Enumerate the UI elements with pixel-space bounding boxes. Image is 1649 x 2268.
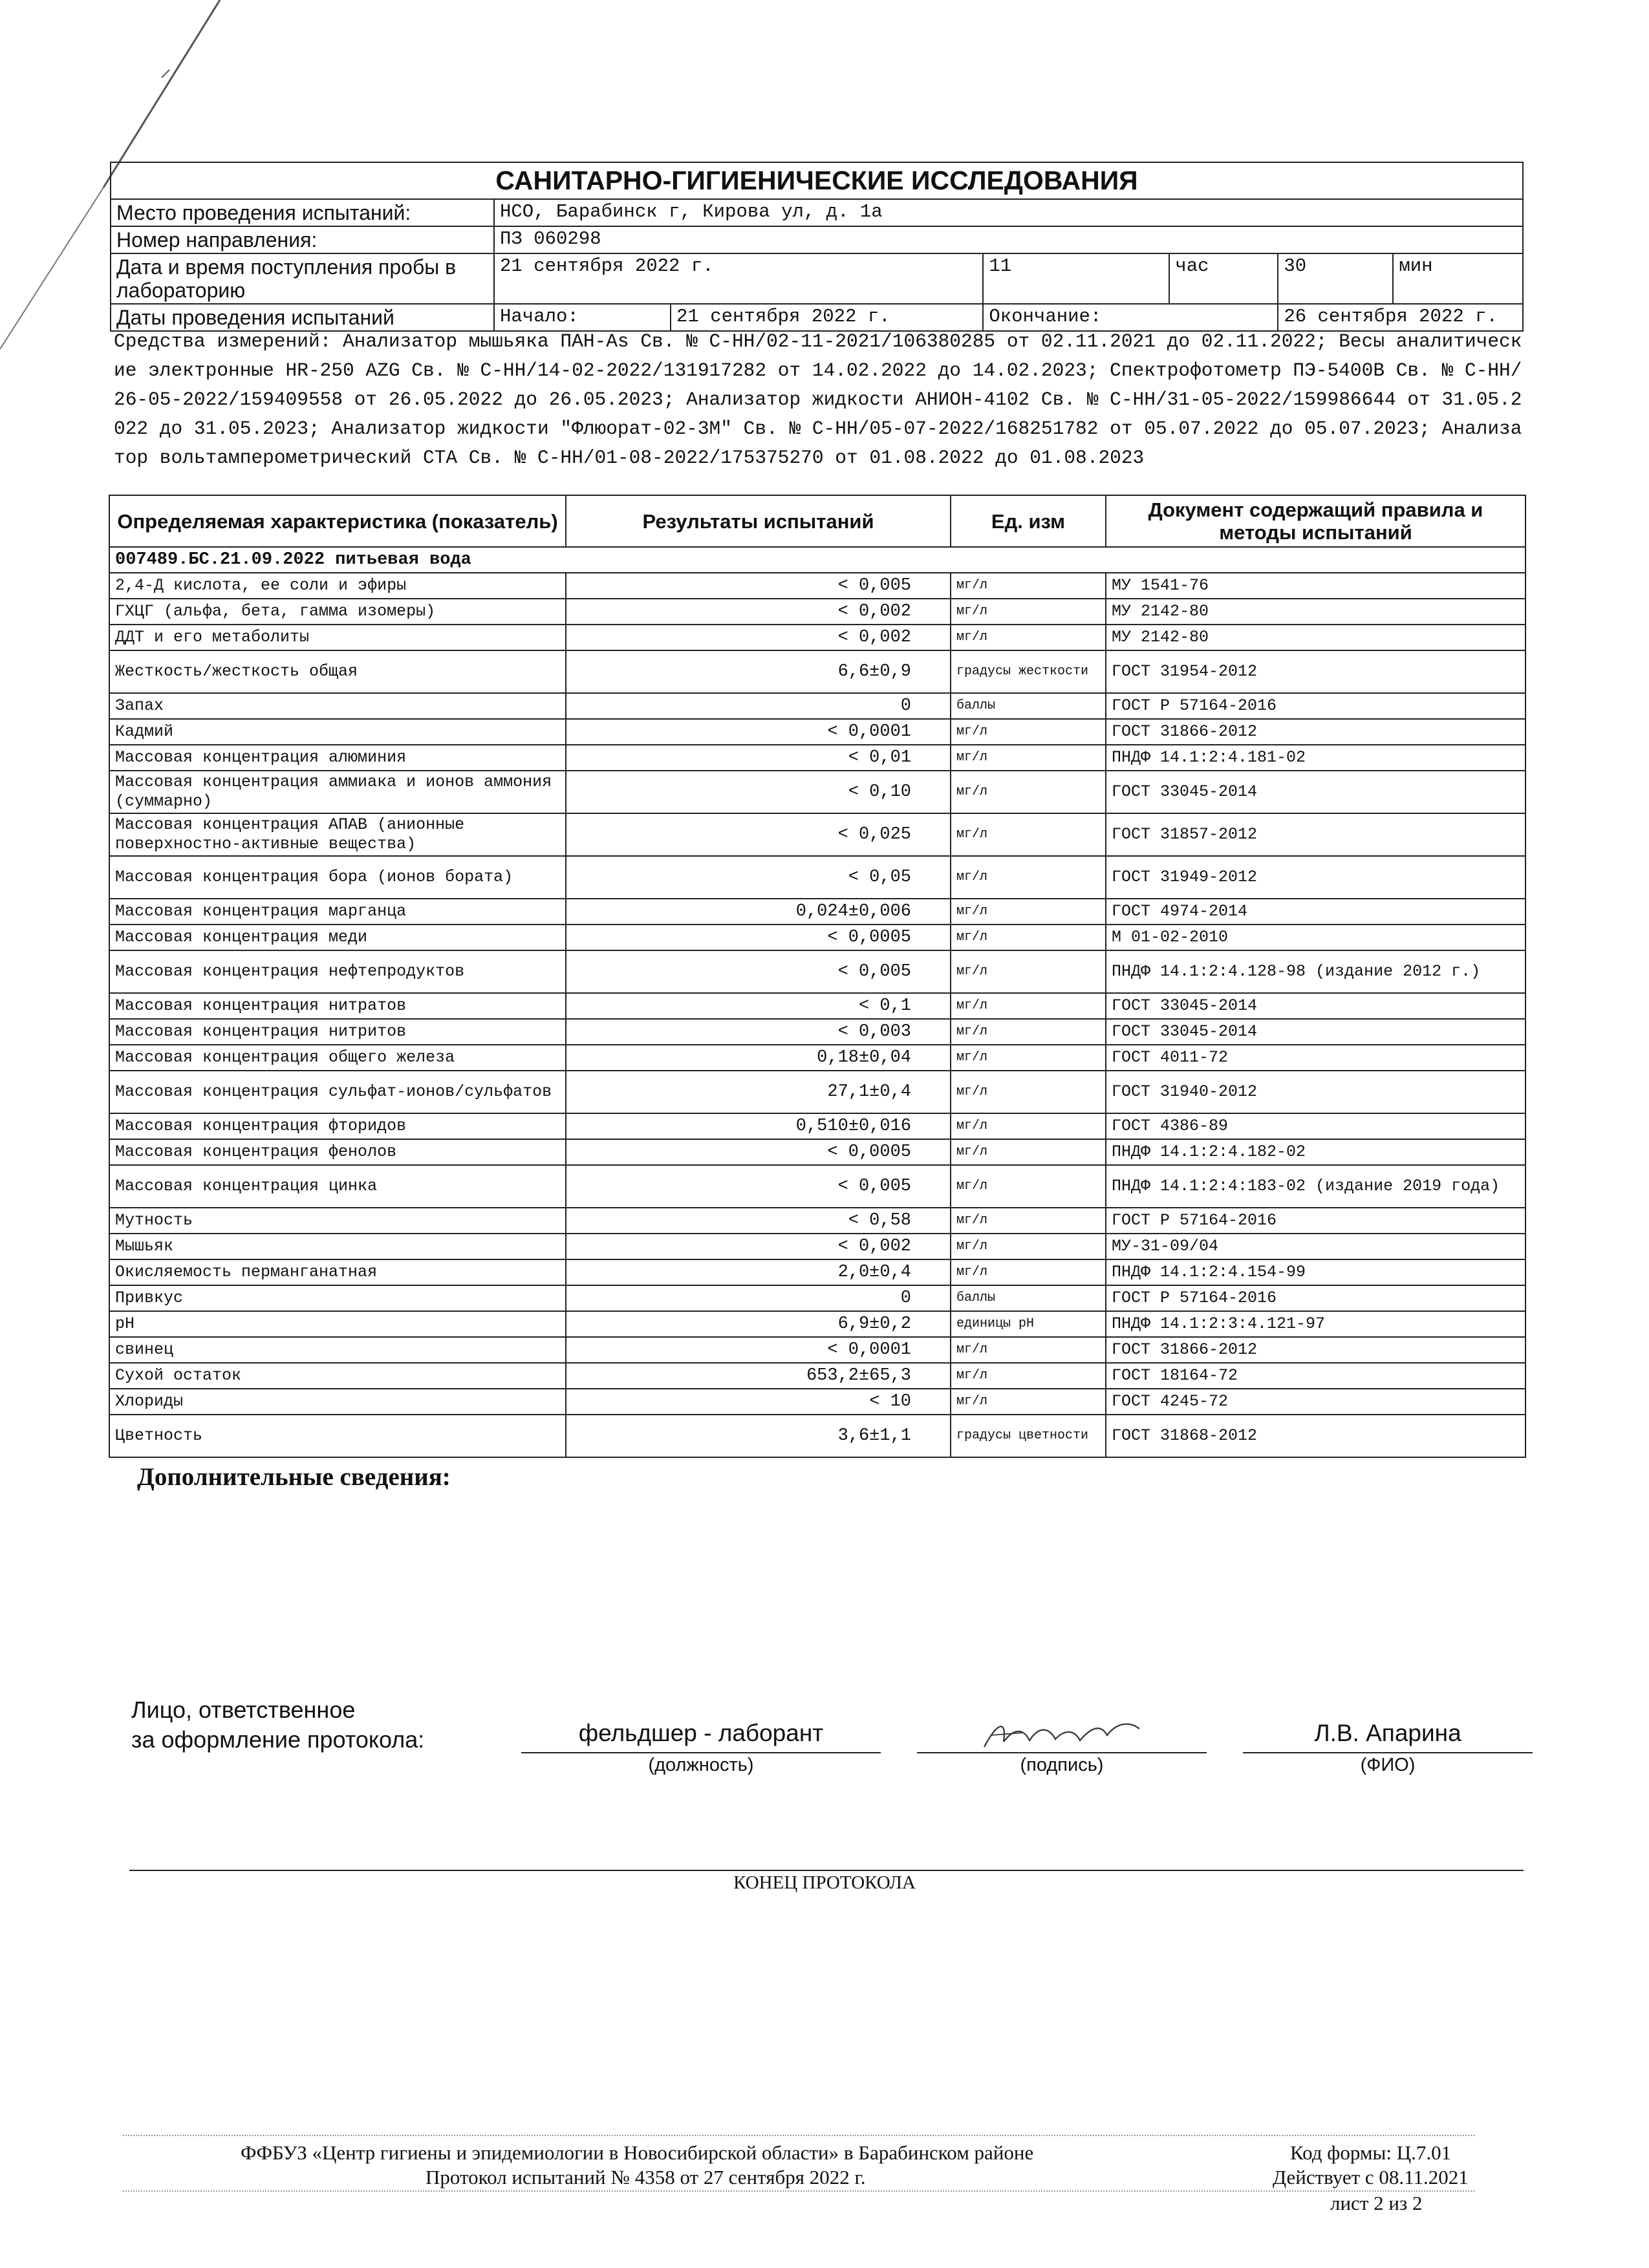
unit-cell: мг/л bbox=[951, 1363, 1106, 1389]
table-row bbox=[109, 1415, 1525, 1457]
minute-unit: мин bbox=[1399, 255, 1433, 277]
method-cell: ПНДФ 14.1:2:4.154-99 bbox=[1106, 1259, 1525, 1285]
parameter-cell: свинец bbox=[109, 1337, 566, 1363]
result-cell: < 0,1 bbox=[566, 993, 951, 1019]
method-cell: ГОСТ 31857-2012 bbox=[1106, 813, 1525, 856]
parameter-cell: Массовая концентрация цинка bbox=[109, 1165, 566, 1208]
unit-cell: мг/л bbox=[951, 1389, 1106, 1415]
method-cell: ГОСТ Р 57164-2016 bbox=[1106, 1285, 1525, 1311]
method-cell: ГОСТ 31949-2012 bbox=[1106, 856, 1525, 899]
result-cell: 3,6±1,1 bbox=[566, 1415, 951, 1457]
column-header-method: Документ содержащий правила и методы испытаний bbox=[1106, 495, 1525, 547]
parameter-cell: ДДТ и его метаболиты bbox=[109, 625, 566, 650]
unit-cell: мг/л bbox=[951, 719, 1106, 745]
parameter-cell: Массовая концентрация меди bbox=[109, 925, 566, 950]
parameter-cell: Цветность bbox=[109, 1415, 566, 1457]
parameter-cell: 2,4-Д кислота, ее соли и эфиры bbox=[109, 573, 566, 599]
parameter-cell: Хлориды bbox=[109, 1389, 566, 1415]
parameter-cell: Массовая концентрация бора (ионов бората) bbox=[109, 856, 566, 899]
unit-cell: градусы жесткости bbox=[951, 650, 1106, 693]
table-row bbox=[109, 1113, 1525, 1139]
result-cell: 653,2±65,3 bbox=[566, 1363, 951, 1389]
name-field: Л.В. Апарина bbox=[1243, 1720, 1533, 1753]
footer-sheet: лист 2 из 2 bbox=[1330, 2192, 1423, 2214]
unit-cell: мг/л bbox=[951, 599, 1106, 625]
unit-cell: мг/л bbox=[951, 813, 1106, 856]
result-cell: 6,6±0,9 bbox=[566, 650, 951, 693]
unit-cell: мг/л bbox=[951, 745, 1106, 771]
parameter-cell: Массовая концентрация нитритов bbox=[109, 1019, 566, 1045]
table-row bbox=[109, 1234, 1525, 1259]
result-cell: < 0,005 bbox=[566, 1165, 951, 1208]
method-cell: ПНДФ 14.1:2:4.128-98 (издание 2012 г.) bbox=[1106, 950, 1525, 993]
method-cell: ГОСТ 18164-72 bbox=[1106, 1363, 1525, 1389]
parameter-cell: Кадмий bbox=[109, 719, 566, 745]
result-cell: < 0,005 bbox=[566, 950, 951, 993]
handwritten-signature bbox=[978, 1716, 1146, 1755]
parameter-cell: Запах bbox=[109, 693, 566, 719]
parameter-cell: Окисляемость перманганатная bbox=[109, 1259, 566, 1285]
result-cell: < 10 bbox=[566, 1389, 951, 1415]
table-row bbox=[109, 693, 1525, 719]
table-row bbox=[109, 1363, 1525, 1389]
result-cell: < 0,002 bbox=[566, 1234, 951, 1259]
table-row bbox=[109, 1019, 1525, 1045]
footer-form-code: Код формы: Ц.7.01 bbox=[1290, 2141, 1452, 2164]
parameter-cell: Массовая концентрация АПАВ (анионные поверхностно-активные вещества) bbox=[109, 813, 566, 856]
parameter-cell: Массовая концентрация общего железа bbox=[109, 1045, 566, 1071]
referral-value: ПЗ 060298 bbox=[494, 226, 1523, 253]
method-cell: ГОСТ 31866-2012 bbox=[1106, 719, 1525, 745]
method-cell: ГОСТ 4386-89 bbox=[1106, 1113, 1525, 1139]
parameter-cell: pH bbox=[109, 1311, 566, 1337]
result-cell: < 0,003 bbox=[566, 1019, 951, 1045]
method-cell: МУ 1541-76 bbox=[1106, 573, 1525, 599]
table-row bbox=[109, 625, 1525, 650]
document-title: САНИТАРНО-ГИГИЕНИЧЕСКИЕ ИССЛЕДОВАНИЯ bbox=[111, 162, 1523, 199]
unit-cell: мг/л bbox=[951, 1259, 1106, 1285]
result-cell: < 0,0001 bbox=[566, 719, 951, 745]
footer-divider-top bbox=[123, 2135, 1474, 2136]
table-row bbox=[109, 745, 1525, 771]
parameter-cell: Массовая концентрация сульфат-ионов/сульфатов bbox=[109, 1071, 566, 1113]
result-cell: 0 bbox=[566, 693, 951, 719]
result-cell: < 0,005 bbox=[566, 573, 951, 599]
unit-cell: мг/л bbox=[951, 950, 1106, 993]
table-row bbox=[109, 573, 1525, 599]
table-row bbox=[109, 599, 1525, 625]
table-row bbox=[109, 993, 1525, 1019]
responsible-person-label bbox=[131, 1695, 424, 1755]
referral-label: Номер направления: bbox=[111, 226, 494, 253]
sample-id-row: 007489.БС.21.09.2022 питьевая вода bbox=[109, 547, 1525, 573]
additional-info-heading: Дополнительные сведения: bbox=[137, 1463, 451, 1491]
result-cell: < 0,05 bbox=[566, 856, 951, 899]
table-row bbox=[109, 1071, 1525, 1113]
parameter-cell: ГХЦГ (альфа, бета, гамма изомеры) bbox=[109, 599, 566, 625]
unit-cell: баллы bbox=[951, 1285, 1106, 1311]
method-cell: МУ-31-09/04 bbox=[1106, 1234, 1525, 1259]
table-row bbox=[109, 950, 1525, 993]
signature-caption: (подпись) bbox=[1020, 1755, 1104, 1775]
method-cell: ПНДФ 14.1:2:4:183-02 (издание 2019 года) bbox=[1106, 1165, 1525, 1208]
table-row bbox=[109, 650, 1525, 693]
result-cell: < 0,002 bbox=[566, 625, 951, 650]
unit-cell: мг/л bbox=[951, 625, 1106, 650]
unit-cell: мг/л bbox=[951, 771, 1106, 813]
table-row bbox=[109, 1389, 1525, 1415]
table-row bbox=[109, 1311, 1525, 1337]
end-of-protocol: КОНЕЦ ПРОТОКОЛА bbox=[733, 1872, 916, 1893]
unit-cell: градусы цветности bbox=[951, 1415, 1106, 1457]
parameter-cell: Массовая концентрация фторидов bbox=[109, 1113, 566, 1139]
footer-valid-from: Действует с 08.11.2021 bbox=[1273, 2166, 1469, 2188]
result-cell: 6,9±0,2 bbox=[566, 1311, 951, 1337]
unit-cell: мг/л bbox=[951, 925, 1106, 950]
responsible-label-line1: Лицо, ответственное bbox=[131, 1696, 356, 1723]
start-label: Начало: bbox=[494, 304, 671, 331]
test-dates-label: Даты проведения испытаний bbox=[111, 304, 494, 331]
column-header-result: Результаты испытаний bbox=[566, 495, 951, 547]
parameter-cell: Массовая концентрация марганца bbox=[109, 899, 566, 925]
column-header-unit: Ед. изм bbox=[951, 495, 1106, 547]
footer-divider-bottom bbox=[123, 2190, 1474, 2192]
result-cell: < 0,0001 bbox=[566, 1337, 951, 1363]
method-cell: МУ 2142-80 bbox=[1106, 625, 1525, 650]
table-row bbox=[109, 856, 1525, 899]
result-cell: < 0,58 bbox=[566, 1208, 951, 1234]
result-cell: < 0,01 bbox=[566, 745, 951, 771]
table-row bbox=[109, 1139, 1525, 1165]
signature-field bbox=[917, 1720, 1207, 1753]
parameter-cell: Сухой остаток bbox=[109, 1363, 566, 1389]
position-caption: (должность) bbox=[648, 1755, 754, 1775]
method-cell: ГОСТ 31954-2012 bbox=[1106, 650, 1525, 693]
parameter-cell: Массовая концентрация алюминия bbox=[109, 745, 566, 771]
footer-organization: ФФБУЗ «Центр гигиены и эпидемиологии в Новосибирской области» в Барабинском районе bbox=[241, 2141, 1034, 2164]
parameter-cell: Мутность bbox=[109, 1208, 566, 1234]
parameter-cell: Мышьяк bbox=[109, 1234, 566, 1259]
table-row bbox=[109, 1165, 1525, 1208]
result-cell: < 0,0005 bbox=[566, 925, 951, 950]
unit-cell: единицы pH bbox=[951, 1311, 1106, 1337]
method-cell: ГОСТ Р 57164-2016 bbox=[1106, 693, 1525, 719]
parameter-cell: Массовая концентрация нитратов bbox=[109, 993, 566, 1019]
measuring-instruments: Средства измерений: Анализатор мышьяка ПАН-As Св. № С-НН/02-11-2021/106380285 от 02.11.2021 до 02.11.2022; Весы аналитические электронные HR-250 AZG Св. № С-НН/14-02-2022/131917282 от 14.02.2022 до 14.02.2023; Спектрофотометр ПЭ-5400В Св. № С-НН/26-05-2022/159409558 от 26.05.2022 до 26.05.2023; Анализатор жидкости АНИОН-4102 Св. № С-НН/31-05-2022/159986644 от 31.05.2022 до 31.05.2023; Анализатор жидкости "Флюорат-02-3М" Св. № С-НН/05-07-2022/168251782 от 05.07.2022 до 05.07.2023; Анализатор вольтамперометрический СТА Св. № С-НН/01-08-2022/175375270 от 01.08.2022 до 01.08.2023 bbox=[114, 330, 1522, 469]
table-row bbox=[109, 1285, 1525, 1311]
unit-cell: мг/л bbox=[951, 1019, 1106, 1045]
table-row bbox=[109, 771, 1525, 813]
place-label: Место проведения испытаний: bbox=[111, 199, 494, 226]
method-cell: ГОСТ 33045-2014 bbox=[1106, 993, 1525, 1019]
method-cell: ПНДФ 14.1:2:3:4.121-97 bbox=[1106, 1311, 1525, 1337]
column-header-parameter: Определяемая характеристика (показатель) bbox=[109, 495, 566, 547]
method-cell: ГОСТ 31868-2012 bbox=[1106, 1415, 1525, 1457]
unit-cell: мг/л bbox=[951, 1234, 1106, 1259]
method-cell: ПНДФ 14.1:2:4.181-02 bbox=[1106, 745, 1525, 771]
method-cell: ГОСТ 4011-72 bbox=[1106, 1045, 1525, 1071]
method-cell: ГОСТ 4974-2014 bbox=[1106, 899, 1525, 925]
result-cell: 27,1±0,4 bbox=[566, 1071, 951, 1113]
end-label: Окончание: bbox=[983, 304, 1278, 331]
parameter-cell: Жесткость/жесткость общая bbox=[109, 650, 566, 693]
result-cell: 0,510±0,016 bbox=[566, 1113, 951, 1139]
result-cell: 2,0±0,4 bbox=[566, 1259, 951, 1285]
name-caption: (ФИО) bbox=[1360, 1755, 1416, 1775]
table-row bbox=[109, 813, 1525, 856]
receipt-date: 21 сентября 2022 г. bbox=[494, 253, 983, 304]
result-cell: < 0,025 bbox=[566, 813, 951, 856]
method-cell: МУ 2142-80 bbox=[1106, 599, 1525, 625]
method-cell: ГОСТ 4245-72 bbox=[1106, 1389, 1525, 1415]
table-row bbox=[109, 1259, 1525, 1285]
method-cell: ГОСТ 31940-2012 bbox=[1106, 1071, 1525, 1113]
unit-cell: мг/л bbox=[951, 1045, 1106, 1071]
method-cell: ГОСТ 33045-2014 bbox=[1106, 771, 1525, 813]
table-row bbox=[109, 1337, 1525, 1363]
receipt-hour: 11 bbox=[983, 253, 1169, 304]
table-row bbox=[109, 899, 1525, 925]
unit-cell: баллы bbox=[951, 693, 1106, 719]
receipt-label: Дата и время поступления пробы в лабораторию bbox=[111, 253, 494, 304]
result-cell: 0 bbox=[566, 1285, 951, 1311]
result-cell: < 0,10 bbox=[566, 771, 951, 813]
unit-cell: мг/л bbox=[951, 899, 1106, 925]
method-cell: ГОСТ 31866-2012 bbox=[1106, 1337, 1525, 1363]
parameter-cell: Массовая концентрация аммиака и ионов аммония (суммарно) bbox=[109, 771, 566, 813]
end-divider bbox=[129, 1870, 1524, 1871]
table-row bbox=[109, 1208, 1525, 1234]
table-row bbox=[109, 719, 1525, 745]
unit-cell: мг/л bbox=[951, 573, 1106, 599]
results-table bbox=[109, 495, 1526, 1458]
unit-cell: мг/л bbox=[951, 1165, 1106, 1208]
method-cell: ГОСТ Р 57164-2016 bbox=[1106, 1208, 1525, 1234]
hour-unit: час bbox=[1169, 253, 1278, 304]
parameter-cell: Массовая концентрация фенолов bbox=[109, 1139, 566, 1165]
table-row bbox=[109, 1045, 1525, 1071]
method-cell: ПНДФ 14.1:2:4.182-02 bbox=[1106, 1139, 1525, 1165]
result-cell: 0,024±0,006 bbox=[566, 899, 951, 925]
place-value: НСО, Барабинск г, Кирова ул, д. 1а bbox=[494, 199, 1523, 226]
result-cell: 0,18±0,04 bbox=[566, 1045, 951, 1071]
receipt-minutes: 30 bbox=[1278, 254, 1393, 303]
parameter-cell: Привкус bbox=[109, 1285, 566, 1311]
responsible-label-line2: за оформление протокола: bbox=[131, 1726, 425, 1753]
unit-cell: мг/л bbox=[951, 993, 1106, 1019]
header-table bbox=[110, 162, 1524, 332]
unit-cell: мг/л bbox=[951, 1113, 1106, 1139]
unit-cell: мг/л bbox=[951, 856, 1106, 899]
unit-cell: мг/л bbox=[951, 1139, 1106, 1165]
table-row bbox=[109, 925, 1525, 950]
method-cell: М 01-02-2010 bbox=[1106, 925, 1525, 950]
end-date: 26 сентября 2022 г. bbox=[1278, 304, 1523, 331]
start-date: 21 сентября 2022 г. bbox=[671, 304, 983, 331]
result-cell: < 0,0005 bbox=[566, 1139, 951, 1165]
unit-cell: мг/л bbox=[951, 1208, 1106, 1234]
footer-protocol: Протокол испытаний № 4358 от 27 сентября 2022 г. bbox=[426, 2166, 866, 2188]
method-cell: ГОСТ 33045-2014 bbox=[1106, 1019, 1525, 1045]
position-field: фельдшер - лаборант bbox=[521, 1720, 881, 1753]
unit-cell: мг/л bbox=[951, 1337, 1106, 1363]
result-cell: < 0,002 bbox=[566, 599, 951, 625]
unit-cell: мг/л bbox=[951, 1071, 1106, 1113]
parameter-cell: Массовая концентрация нефтепродуктов bbox=[109, 950, 566, 993]
